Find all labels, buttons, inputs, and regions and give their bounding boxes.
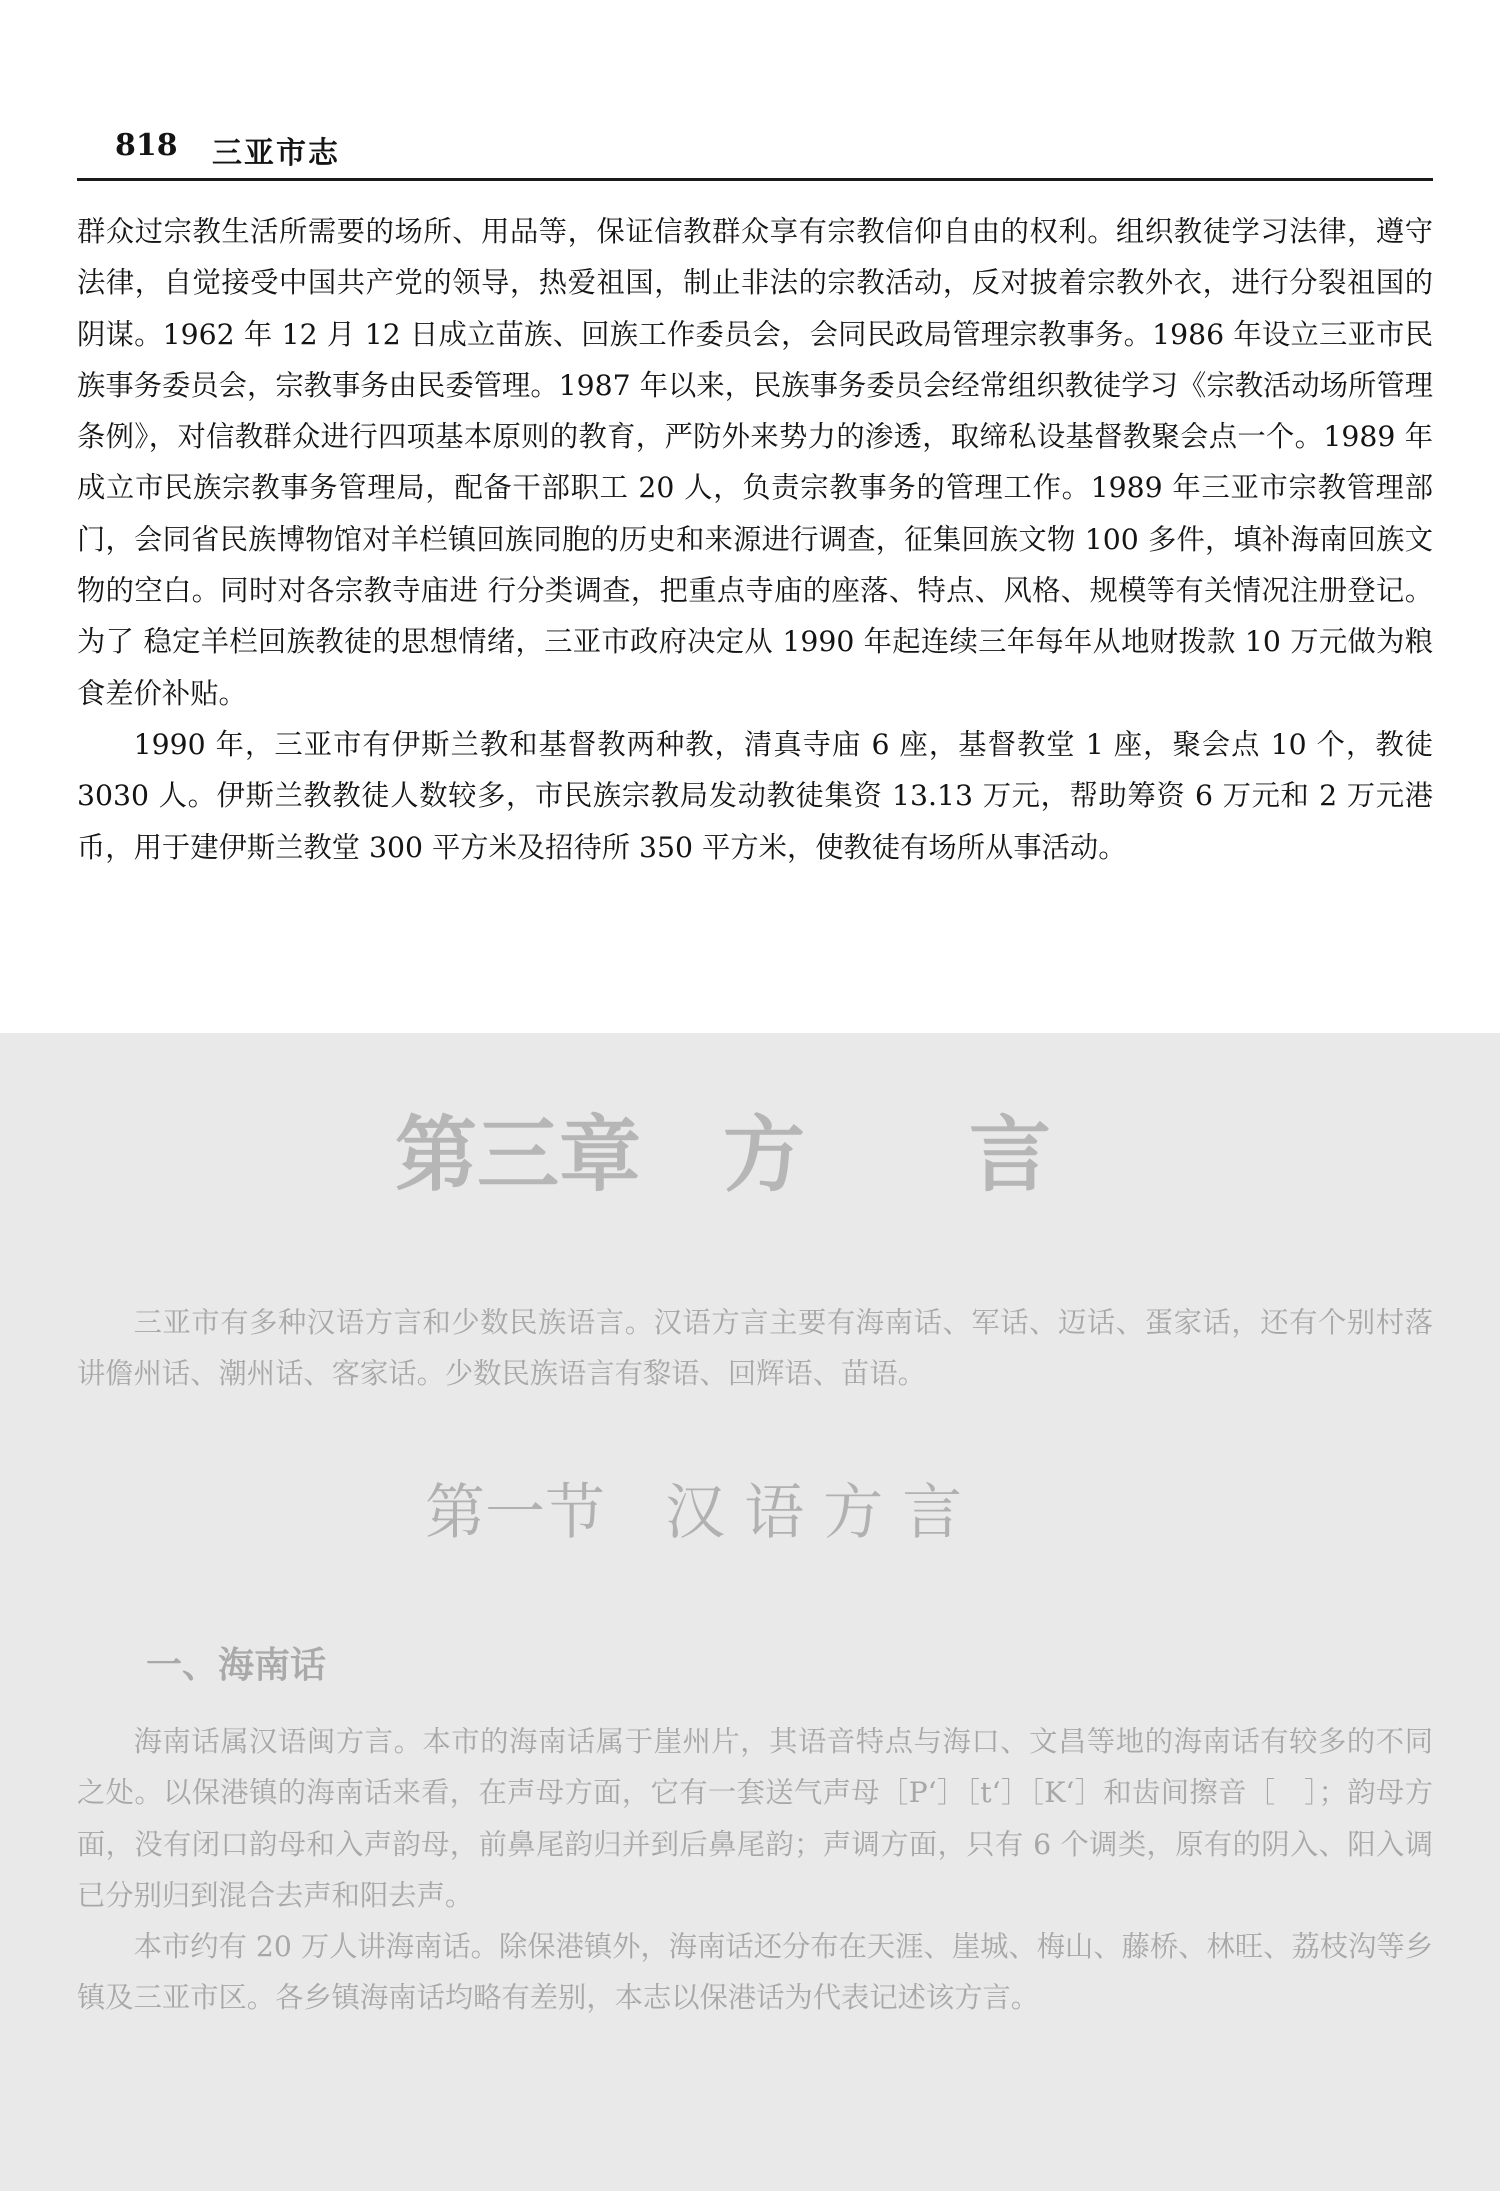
section-title: 第一节 汉 语 方 言 (425, 1478, 963, 1548)
subsection-body (77, 1716, 1433, 2024)
chapter-title: 第三章 方 言 (395, 1108, 1052, 1203)
paragraph: 三亚市有多种汉语方言和少数民族语言。汉语方言主要有海南话、军话、迈话、蛋家话，还有个别村落讲儋州话、潮州话、客家话。少数民族语言有黎语、回辉语、苗语。 (77, 1306, 1433, 1391)
paragraph: 群众过宗教生活所需要的场所、用品等，保证信教群众享有宗教信仰自由的权利。组织教徒学习法律，遵守法律，自觉接受中国共产党的领导，热爱祖国，制止非法的宗教活动，反对披着宗教外衣，进行分裂祖国的阴谋。1962 年 12 月 12 日成立苗族、回族工作委员会，会同民政局管理宗教事务。1986 年设立三亚市民族事务委员会，宗教事务由民委管理。1987 年以来，民族事务委员会经常组织教徒学习《宗教活动场所管理条例》，对信教群众进行四项基本原则的教育，严防外来势力的渗透，取缔私设基督教聚会点一个。1989 年成立市民族宗教事务管理局，配备干部职工 20 人，负责宗教事务的管理工作。1989 年三亚市宗教管理部门，会同省民族博物馆对羊栏镇回族同胞的历史和来源进行调查，征集回族文物 100 多件，填补海南回族文物的空白。同时对各宗教寺庙进 行分类调查，把重点寺庙的座落、特点、风格、规模等有关情况注册登记。为了 稳定羊栏回族教徒的思想情绪，三亚市政府决定从 1990 年起连续三年每年从地财拨款 10 万元做为粮食差价补贴。 (77, 215, 1433, 710)
paragraph: 本市约有 20 万人讲海南话。除保港镇外，海南话还分布在天涯、崖城、梅山、藤桥、林旺、荔枝沟等乡镇及三亚市区。各乡镇海南话均略有差别，本志以保港话为代表记述该方言。 (77, 1930, 1433, 2015)
paragraph: 海南话属汉语闽方言。本市的海南话属于崖州片，其语音特点与海口、文昌等地的海南话有较多的不同之处。以保港镇的海南话来看，在声母方面，它有一套送气声母［P‘］［t‘］［K‘］和齿间擦音［ ］；韵母方面，没有闭口韵母和入声韵母，前鼻尾韵归并到后鼻尾韵；声调方面，只有 6 个调类，原有的阴入、阳入调已分别归到混合去声和阳去声。 (77, 1725, 1433, 1912)
page-header (77, 118, 1433, 181)
chapter-intro (77, 1297, 1433, 1400)
top-body-text (77, 206, 1433, 873)
subsection-title: 一、海南话 (146, 1645, 327, 1686)
book-title: 三亚市志 (212, 136, 340, 171)
page-number: 818 (115, 128, 178, 163)
paragraph: 1990 年，三亚市有伊斯兰教和基督教两种教，清真寺庙 6 座，基督教堂 1 座，聚会点 10 个，教徒 3030 人。伊斯兰教教徒人数较多，市民族宗教局发动教徒集资 13.13 万元，帮助筹资 6 万元和 2 万元港币，用于建伊斯兰教堂 300 平方米及招待所 350 平方米，使教徒有场所从事活动。 (77, 727, 1433, 864)
